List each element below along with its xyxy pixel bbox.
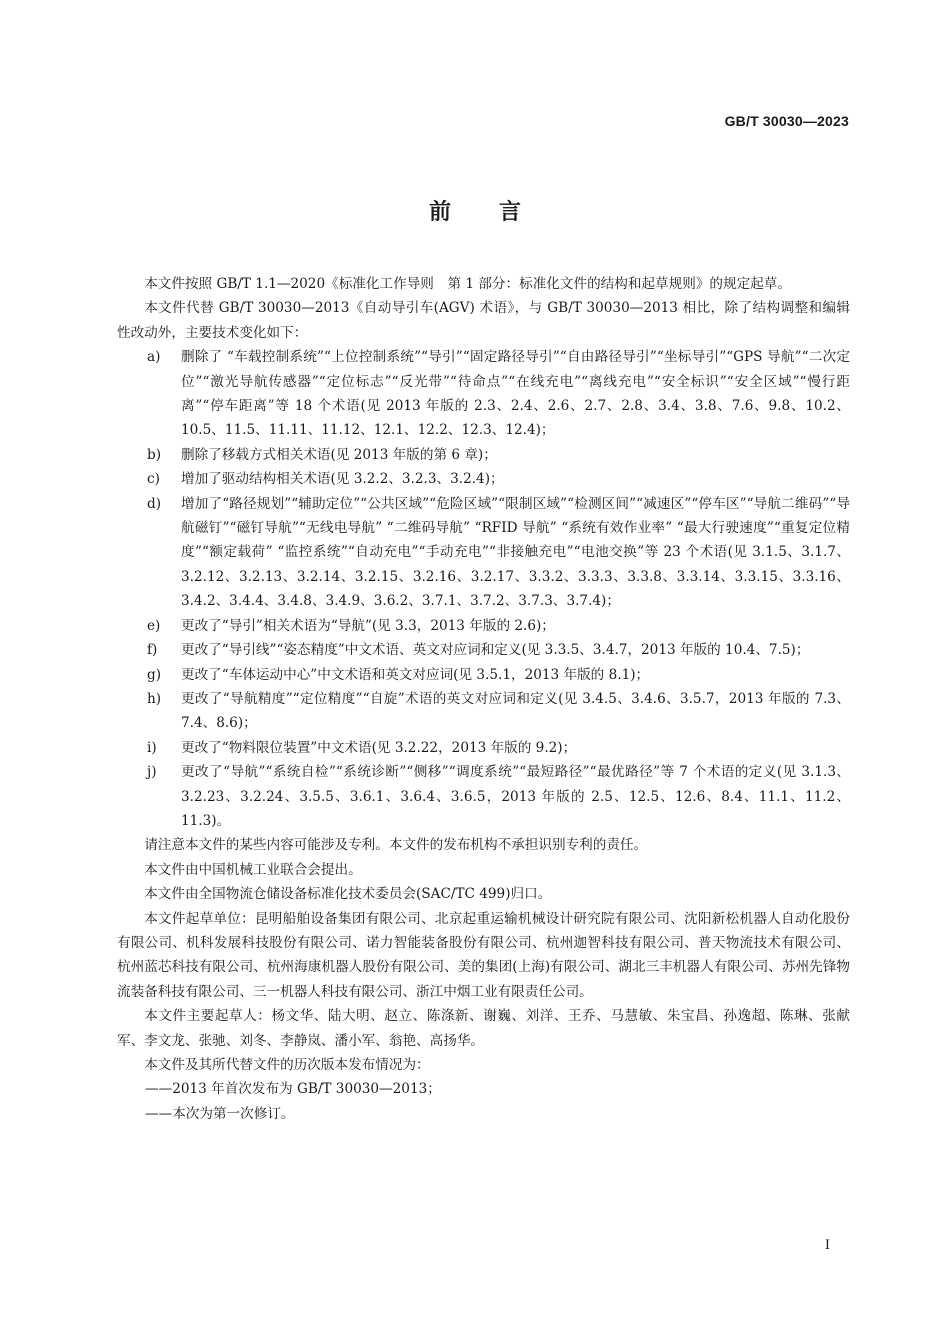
- paragraph-replacement: 本文件代替 GB/T 30030—2013《自动导引车(AGV) 术语》，与 GB/T 30030—2013 相比，除了结构调整和编辑性改动外，主要技术变化如下：: [117, 300, 850, 341]
- change-item: [117, 736, 850, 760]
- change-item: [117, 663, 850, 687]
- change-item: [117, 345, 850, 443]
- change-item-text: 更改了“车体运动中心”中文术语和英文对应词(见 3.5.1，2013 年版的 8.1)；: [181, 666, 650, 683]
- version-history-intro: 本文件及其所代替文件的历次版本发布情况为：: [144, 1057, 430, 1073]
- change-item-marker: b): [147, 446, 162, 463]
- change-item-marker: d): [147, 495, 162, 512]
- drafting-units: 本文件起草单位：昆明船舶设备集团有限公司、北京起重运输机械设计研究院有限公司、沈阳新松机器人自动化股份有限公司、机科发展科技股份有限公司、诺力智能装备股份有限公司、杭州迦智科技有限公司、普天物流技术有限公司、杭州蓝芯科技有限公司、杭州海康机器人股份有限公司、美的集团(上海)有限公司、湖北三丰机器人有限公司、苏州先锋物流装备科技有限公司、三一机器人科技有限公司、浙江中烟工业有限责任公司。: [117, 910, 850, 1000]
- page-title: [0, 195, 950, 226]
- change-item-marker: j): [147, 764, 157, 781]
- change-item: [117, 492, 850, 614]
- change-item-marker: c): [147, 471, 160, 488]
- centralized-statement: 本文件由全国物流仓储设备标准化技术委员会(SAC/TC 499)归口。: [144, 886, 552, 903]
- change-item: [117, 638, 850, 662]
- change-item-text: 删除了 “车载控制系统”“上位控制系统”“导引”“固定路径导引”“自由路径导引”“坐标导引”“GPS 导航”“二次定位”“激光导航传感器”“定位标志”“反光带”“待命点”“在线充电”“离线充电”“安全标识”“安全区域”“慢行距离”“停车距离”等 18 个术语(见 2013 年版的 2.3、2.4、2.6、2.7、2.8、3.4、3.8、7.6、9.8、10.2、10.5、11.5、11.11、11.12、12.1、12.2、12.3、12.4)；: [181, 349, 850, 439]
- change-item-text: 增加了“路径规划”“辅助定位”“公共区域”“危险区域”“限制区域”“检测区间”“减速区”“停车区”“导航二维码”“导航磁钉”“磁钉导航”“无线电导航” “二维码导航” “RFID 导航” “系统有效作业率” “最大行驶速度”“重复定位精度”“额定载荷” “监控系统”“自动充电”“手动充电”“非接触充电”“电池交换”等 23 个术语(见 3.1.5、3.1.7、3.2.12、3.2.13、3.2.14、3.2.15、3.2.16、3.2.17、3.3.2、3.3.3、3.3.8、3.3.14、3.3.15、3.3.16、3.4.2、3.4.4、3.4.8、3.4.9、3.6.2、3.7.1、3.7.2、3.7.3、3.7.4)；: [181, 495, 850, 610]
- change-item-marker: e): [147, 617, 161, 634]
- standard-code: GB/T 30030—2023: [724, 113, 849, 129]
- change-item-text: 删除了移载方式相关术语(见 2013 年版的第 6 章)；: [181, 446, 497, 463]
- change-item: [117, 760, 850, 833]
- change-item-marker: h): [147, 690, 162, 707]
- change-item: [117, 614, 850, 638]
- version-history-item: ——2013 年首次发布为 GB/T 30030—2013；: [145, 1081, 441, 1098]
- change-item: [117, 467, 850, 491]
- patent-notice: 请注意本文件的某些内容可能涉及专利。本文件的发布机构不承担识别专利的责任。: [144, 837, 648, 854]
- proposer-statement: 本文件由中国机械工业联合会提出。: [144, 861, 362, 878]
- paragraph-standardization-basis: 本文件按照 GB/T 1.1—2020《标准化工作导则 第 1 部分：标准化文件的结构和起草规则》的规定起草。: [144, 276, 791, 292]
- change-item-text: 更改了“物料限位装置”中文术语(见 3.2.22，2013 年版的 9.2)；: [181, 739, 577, 756]
- title-char-2: 言: [499, 200, 522, 225]
- change-item: [117, 443, 850, 467]
- change-item-text: 更改了“导航”“系统自检”“系统诊断”“侧移”“调度系统”“最短路径”“最优路径”等 7 个术语的定义(见 3.1.3、3.2.23、3.2.24、3.5.5、3.6.1、3.6.4、3.6.5，2013 年版的 2.5、12.5、12.6、8.4、11.1、11.2、11.3)。: [181, 764, 850, 829]
- change-item-marker: i): [147, 739, 157, 756]
- change-item-text: 更改了“导航精度”“定位精度”“自旋”术语的英文对应词和定义(见 3.4.5、3.4.6、3.5.7，2013 年版的 7.3、7.4、8.6)；: [181, 690, 850, 732]
- change-item-marker: g): [147, 666, 162, 683]
- foreword-body: [117, 272, 850, 1126]
- change-item-text: 更改了“导引线”“姿态精度”中文术语、英文对应词和定义(见 3.3.5、3.4.7，2013 年版的 10.4、7.5)；: [181, 642, 810, 659]
- page-number: I: [824, 1238, 830, 1253]
- change-item-marker: a): [147, 349, 161, 366]
- change-item-text: 增加了驱动结构相关术语(见 3.2.2、3.2.3、3.2.4)；: [181, 471, 504, 488]
- drafters: 本文件主要起草人：杨文华、陆大明、赵立、陈涤新、谢巍、刘洋、王乔、马慧敏、朱宝昌、孙逸超、陈琳、张献军、李文龙、张驰、刘冬、李静岚、潘小军、翁艳、高扬华。: [117, 1008, 850, 1049]
- change-item-marker: f): [147, 642, 158, 659]
- title-char-1: 前: [428, 200, 451, 225]
- change-item-text: 更改了“导引”相关术语为“导航”(见 3.3，2013 年版的 2.6)；: [181, 617, 555, 634]
- version-history-item: ——本次为第一次修订。: [145, 1105, 295, 1122]
- change-item: [117, 687, 850, 736]
